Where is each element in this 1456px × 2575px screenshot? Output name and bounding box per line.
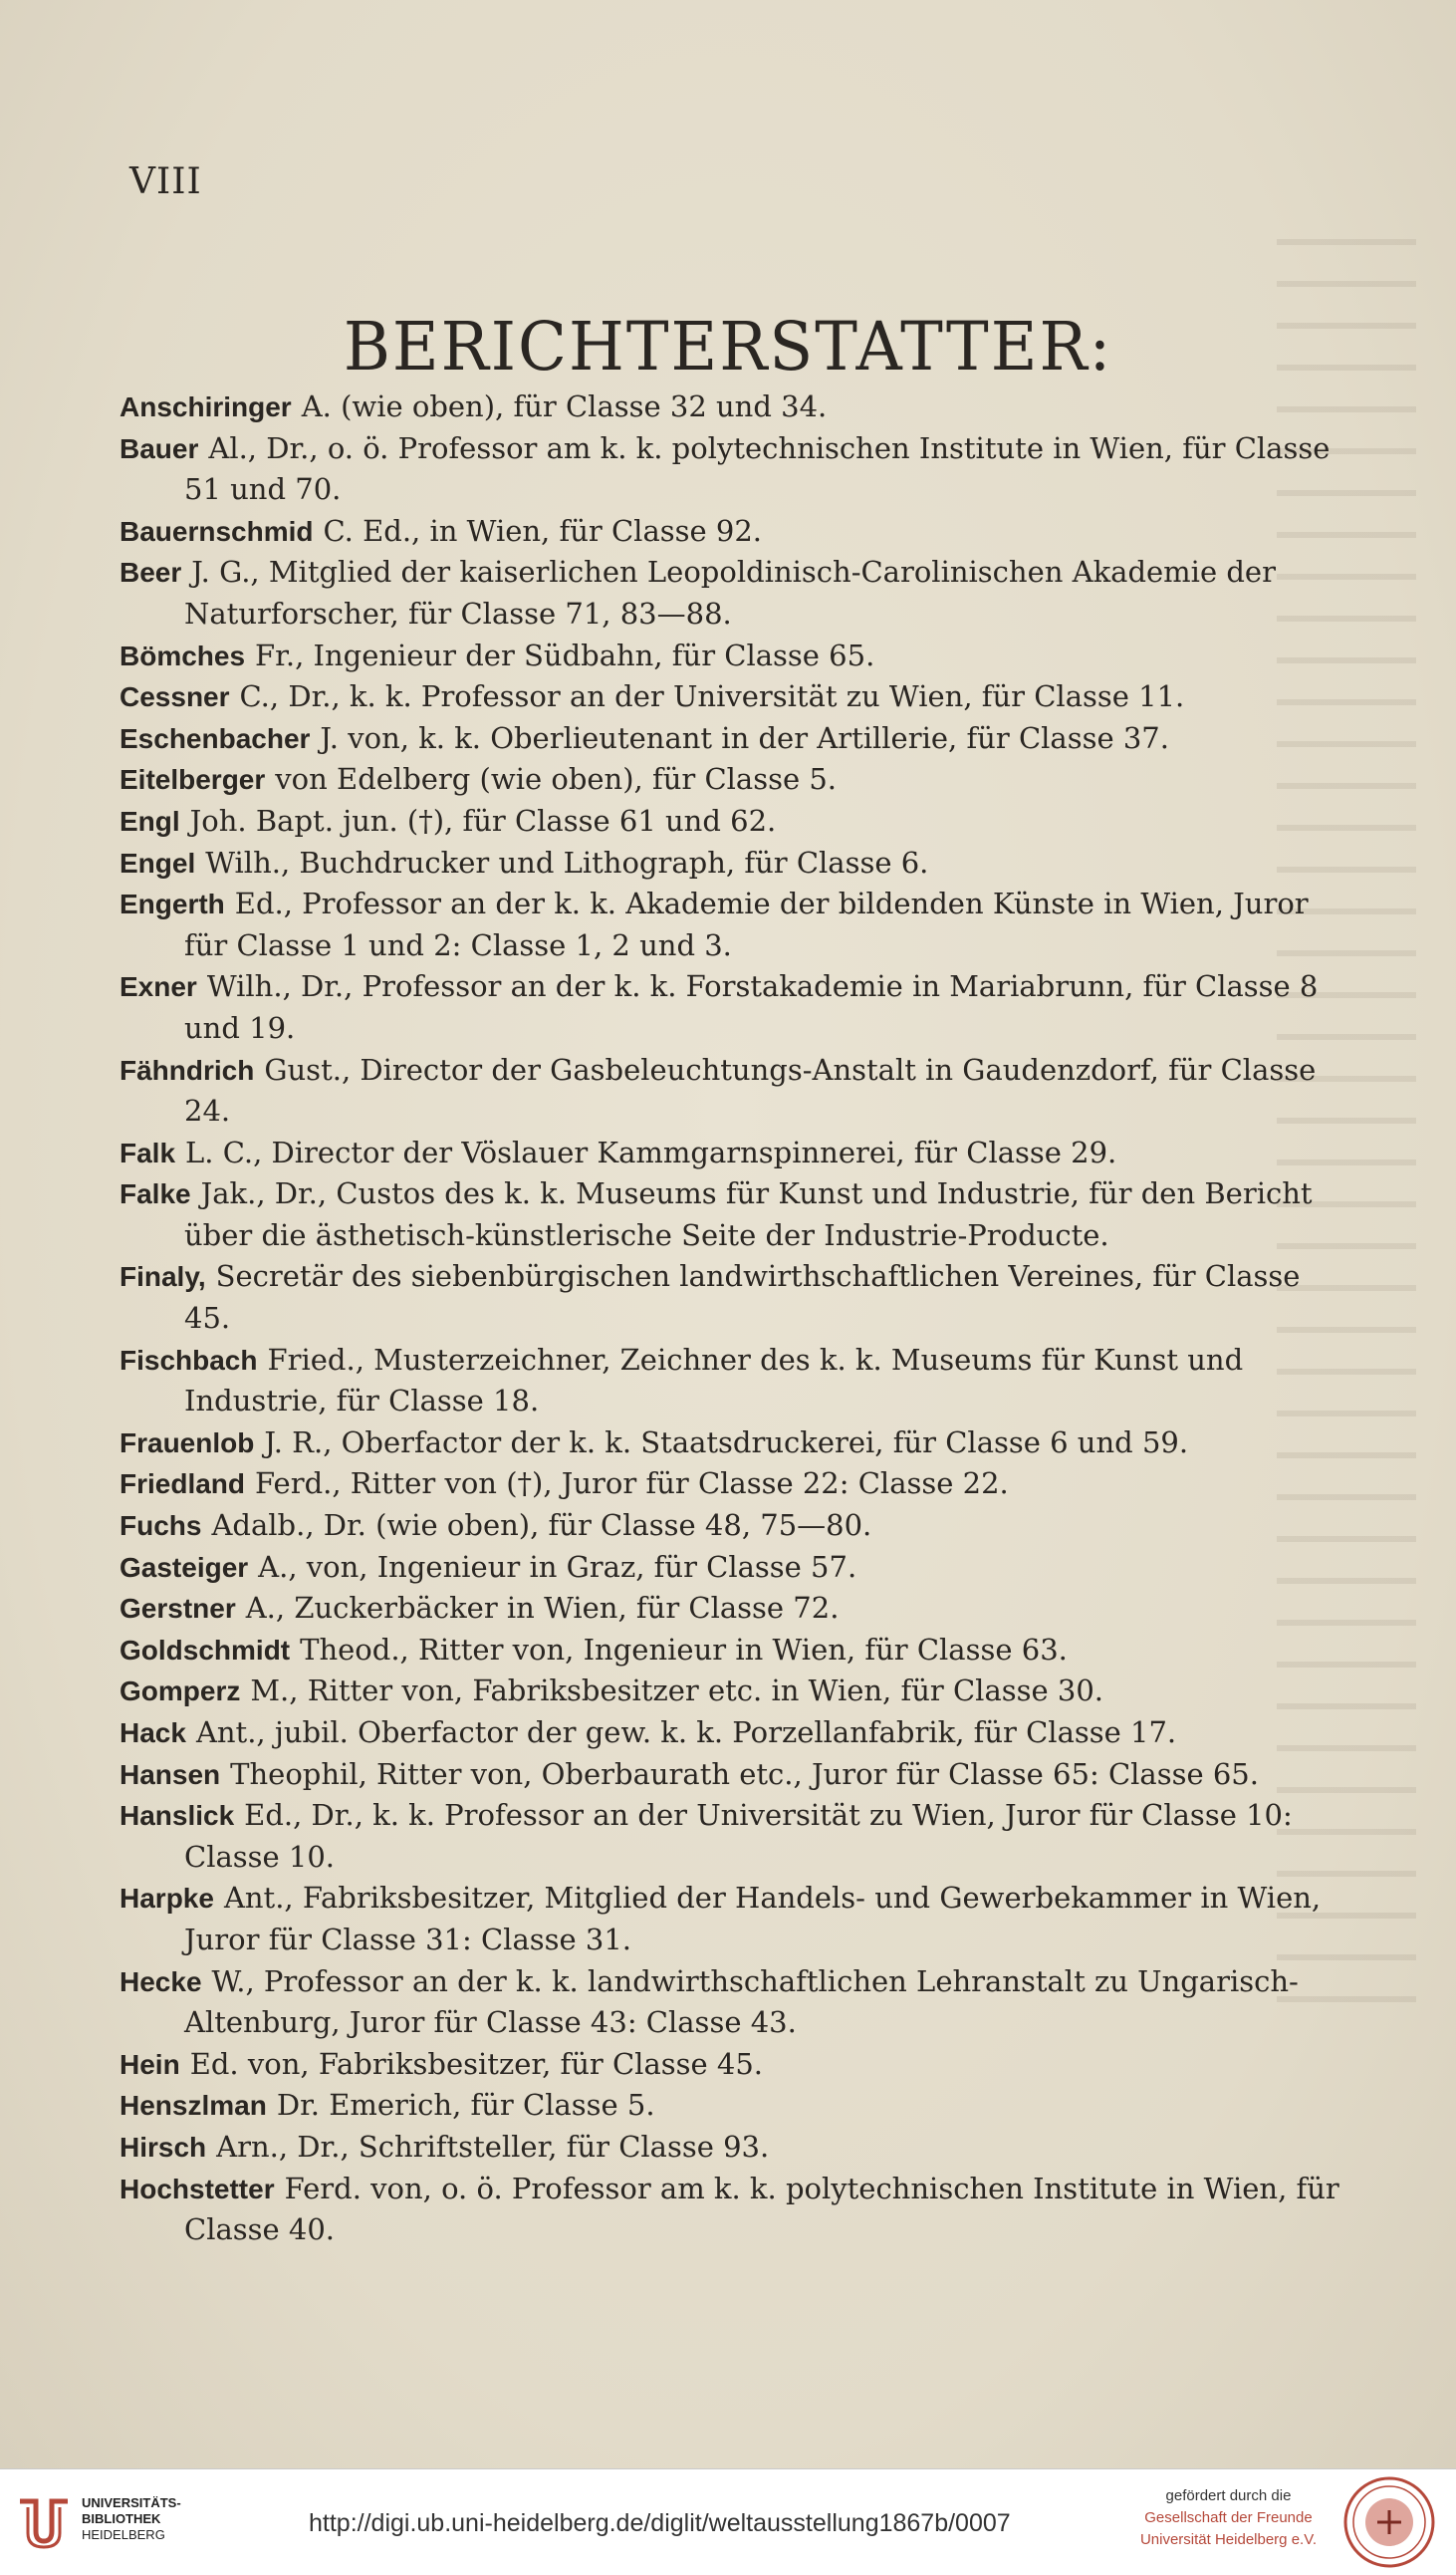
reporter-name: Eschenbacher xyxy=(120,722,311,754)
reporter-details: Adalb., Dr. (wie oben), für Classe 48, 75—80. xyxy=(211,1508,872,1543)
reporter-details: Ant., Fabriksbesitzer, Mitglied der Handels- und Gewerbekammer in Wien, Juror für Classe 31: Classe 31. xyxy=(184,1881,1322,1956)
reporter-details: Theod., Ritter von, Ingenieur in Wien, für Classe 63. xyxy=(300,1632,1068,1667)
reporter-details: Ed., Professor an der k. k. Akademie der bildenden Künste in Wien, Juror für Classe 1 und 2: Classe 1, 2 und 3. xyxy=(184,887,1309,962)
reporter-name: Bömches xyxy=(120,640,246,671)
reporter-details: Secretär des siebenbürgischen landwirthschaftlichen Vereines, für Classe 45. xyxy=(184,1259,1301,1336)
reporter-name: Harpke xyxy=(120,1883,214,1915)
reporter-entry xyxy=(120,1754,1346,1796)
reporter-details: von Edelberg (wie oben), für Classe 5. xyxy=(275,762,838,797)
reporter-name: Anschiringer xyxy=(120,391,292,422)
reporter-details: J. von, k. k. Oberlieutenant in der Artillerie, für Classe 37. xyxy=(320,720,1169,755)
reporter-entry xyxy=(120,1630,1346,1672)
reporter-entry xyxy=(120,759,1346,801)
reporter-entry xyxy=(120,1878,1346,1960)
reporter-entry xyxy=(120,2085,1346,2127)
reporter-name: Henszlman xyxy=(120,2090,267,2122)
reporter-name: Hochstetter xyxy=(120,2173,275,2204)
reporter-entry xyxy=(120,884,1346,966)
reporter-entry xyxy=(120,1173,1346,1256)
reporter-entry xyxy=(120,801,1346,843)
reporter-details: Wilh., Buchdrucker und Lithograph, für Classe 6. xyxy=(205,845,929,880)
reporter-details: Joh. Bapt. jun. (†), für Classe 61 und 62. xyxy=(189,803,777,838)
reporter-entry xyxy=(120,2169,1346,2251)
reporter-list xyxy=(120,386,1346,2251)
reporter-entry xyxy=(120,1712,1346,1754)
reporter-entry xyxy=(120,1505,1346,1547)
reporter-details: Dr. Emerich, für Classe 5. xyxy=(276,2088,655,2123)
reporter-name: Goldschmidt xyxy=(120,1634,291,1666)
library-name xyxy=(82,2495,181,2543)
reporter-name: Fuchs xyxy=(120,1510,202,1542)
reporter-details: J. G., Mitglied der kaiserlichen Leopoldinisch-Carolinischen Akademie der Naturforscher, für Classe 71, 83—88. xyxy=(184,555,1276,631)
reporter-name: Fischbach xyxy=(120,1344,258,1376)
reporter-entry xyxy=(120,966,1346,1049)
digitization-footer xyxy=(0,2468,1456,2575)
university-seal-icon xyxy=(1342,2475,1436,2569)
reporter-entry xyxy=(120,843,1346,885)
reporter-entry xyxy=(120,2127,1346,2169)
reporter-entry xyxy=(120,1050,1346,1133)
reporter-entry xyxy=(120,511,1346,553)
reporter-details: C. Ed., in Wien, für Classe 92. xyxy=(323,513,763,548)
reporter-details: C., Dr., k. k. Professor an der Universität zu Wien, für Classe 11. xyxy=(239,679,1185,714)
reporter-name: Hein xyxy=(120,2048,180,2080)
reporter-details: Ferd., Ritter von (†), Juror für Classe 22: Classe 22. xyxy=(255,1466,1009,1501)
reporter-details: A. (wie oben), für Classe 32 und 34. xyxy=(301,389,828,423)
reporter-name: Hirsch xyxy=(120,2131,207,2163)
reporter-details: M., Ritter von, Fabriksbesitzer etc. in Wien, für Classe 30. xyxy=(250,1674,1104,1708)
reporter-details: Ed. von, Fabriksbesitzer, für Classe 45. xyxy=(189,2046,764,2081)
permalink[interactable]: http://digi.ub.uni-heidelberg.de/diglit/weltausstellung1867b/0007 xyxy=(309,2509,1011,2537)
reporter-name: Eitelberger xyxy=(120,764,266,796)
reporter-details: Al., Dr., o. ö. Professor am k. k. polytechnischen Institute in Wien, für Classe 51 und 70. xyxy=(184,430,1331,507)
reporter-details: Arn., Dr., Schriftsteller, für Classe 93. xyxy=(216,2129,770,2164)
reporter-entry xyxy=(120,1588,1346,1630)
reporter-details: Fried., Musterzeichner, Zeichner des k. k. Museums für Kunst und Industrie, für Classe 18. xyxy=(184,1342,1244,1418)
sponsor-label: gefördert durch die xyxy=(1165,2487,1292,2504)
reporter-entry xyxy=(120,1671,1346,1712)
reporter-details: L. C., Director der Vöslauer Kammgarnspinnerei, für Classe 29. xyxy=(185,1135,1117,1169)
reporter-name: Bauernschmid xyxy=(120,515,314,547)
reporter-details: Gust., Director der Gasbeleuchtungs-Anstalt in Gaudenzdorf, für Classe 24. xyxy=(184,1052,1317,1129)
reporter-details: Wilh., Dr., Professor an der k. k. Forstakademie in Mariabrunn, für Classe 8 und 19. xyxy=(184,969,1319,1045)
reporter-details: A., Zuckerbäcker in Wien, für Classe 72. xyxy=(245,1591,840,1626)
page-number: VIII xyxy=(129,161,202,202)
reporter-name: Exner xyxy=(120,971,197,1003)
reporter-name: Beer xyxy=(120,557,182,589)
reporter-details: Ferd. von, o. ö. Professor am k. k. polytechnischen Institute in Wien, für Classe 40. xyxy=(184,2171,1339,2247)
reporter-name: Hack xyxy=(120,1717,186,1748)
sponsor-org: Universität Heidelberg e.V. xyxy=(1139,2531,1317,2548)
reporter-entry xyxy=(120,676,1346,718)
reporter-entry xyxy=(120,636,1346,677)
reporter-entry xyxy=(120,552,1346,635)
reporter-entry xyxy=(120,1795,1346,1878)
library-name-line: UNIVERSITÄTS- xyxy=(82,2495,181,2510)
reporter-name: Engl xyxy=(120,805,180,837)
reporter-details: Fr., Ingenieur der Südbahn, für Classe 65. xyxy=(255,638,875,672)
reporter-details: Ant., jubil. Oberfactor der gew. k. k. Porzellanfabrik, für Classe 17. xyxy=(195,1715,1177,1749)
reporter-name: Gasteiger xyxy=(120,1551,249,1583)
reporter-entry xyxy=(120,1463,1346,1505)
reporter-details: W., Professor an der k. k. landwirthschaftlichen Lehranstalt zu Ungarisch-Altenburg, Juror für Classe 43: Classe 43. xyxy=(184,1963,1299,2040)
reporter-name: Gomperz xyxy=(120,1675,241,1707)
reporter-name: Falk xyxy=(120,1137,176,1168)
reporter-name: Friedland xyxy=(120,1468,246,1500)
reporter-entry xyxy=(120,718,1346,760)
page-title: BERICHTERSTATTER: xyxy=(343,309,1113,386)
reporter-entry xyxy=(120,386,1346,428)
reporter-name: Engerth xyxy=(120,889,225,920)
university-library-logo-icon xyxy=(14,2491,74,2551)
reporter-name: Hansen xyxy=(120,1758,221,1790)
reporter-entry xyxy=(120,1961,1346,2044)
reporter-details: Ed., Dr., k. k. Professor an der Universität zu Wien, Juror für Classe 10: Classe 10. xyxy=(184,1798,1293,1874)
reporter-details: Theophil, Ritter von, Oberbaurath etc., Juror für Classe 65: Classe 65. xyxy=(230,1756,1259,1791)
reporter-name: Fähndrich xyxy=(120,1054,255,1086)
reporter-name: Engel xyxy=(120,847,196,879)
reporter-entry xyxy=(120,1340,1346,1422)
reporter-entry xyxy=(120,428,1346,511)
library-name-line: HEIDELBERG xyxy=(82,2527,165,2542)
reporter-name: Frauenlob xyxy=(120,1426,255,1458)
reporter-name: Gerstner xyxy=(120,1593,236,1625)
reporter-name: Falke xyxy=(120,1178,191,1210)
reporter-name: Cessner xyxy=(120,681,230,713)
reporter-name: Finaly, xyxy=(120,1261,206,1293)
reporter-entry xyxy=(120,1256,1346,1339)
reporter-name: Hanslick xyxy=(120,1800,235,1832)
reporter-entry xyxy=(120,1422,1346,1464)
reporter-entry xyxy=(120,1547,1346,1589)
sponsor-credit xyxy=(1140,2485,1317,2551)
reporter-name: Hecke xyxy=(120,1965,202,1997)
reporter-entry xyxy=(120,1133,1346,1174)
reporter-details: J. R., Oberfactor der k. k. Staatsdruckerei, für Classe 6 und 59. xyxy=(264,1424,1189,1459)
reporter-name: Bauer xyxy=(120,432,199,464)
reporter-details: Jak., Dr., Custos des k. k. Museums für Kunst und Industrie, für den Bericht über die ästhetisch-künstlerische Seite der Industrie-Producte. xyxy=(184,1176,1313,1252)
reporter-entry xyxy=(120,2044,1346,2086)
reporter-details: A., von, Ingenieur in Graz, für Classe 57. xyxy=(258,1549,857,1584)
library-name-line: BIBLIOTHEK xyxy=(82,2511,161,2526)
sponsor-org: Gesellschaft der Freunde xyxy=(1144,2509,1313,2526)
